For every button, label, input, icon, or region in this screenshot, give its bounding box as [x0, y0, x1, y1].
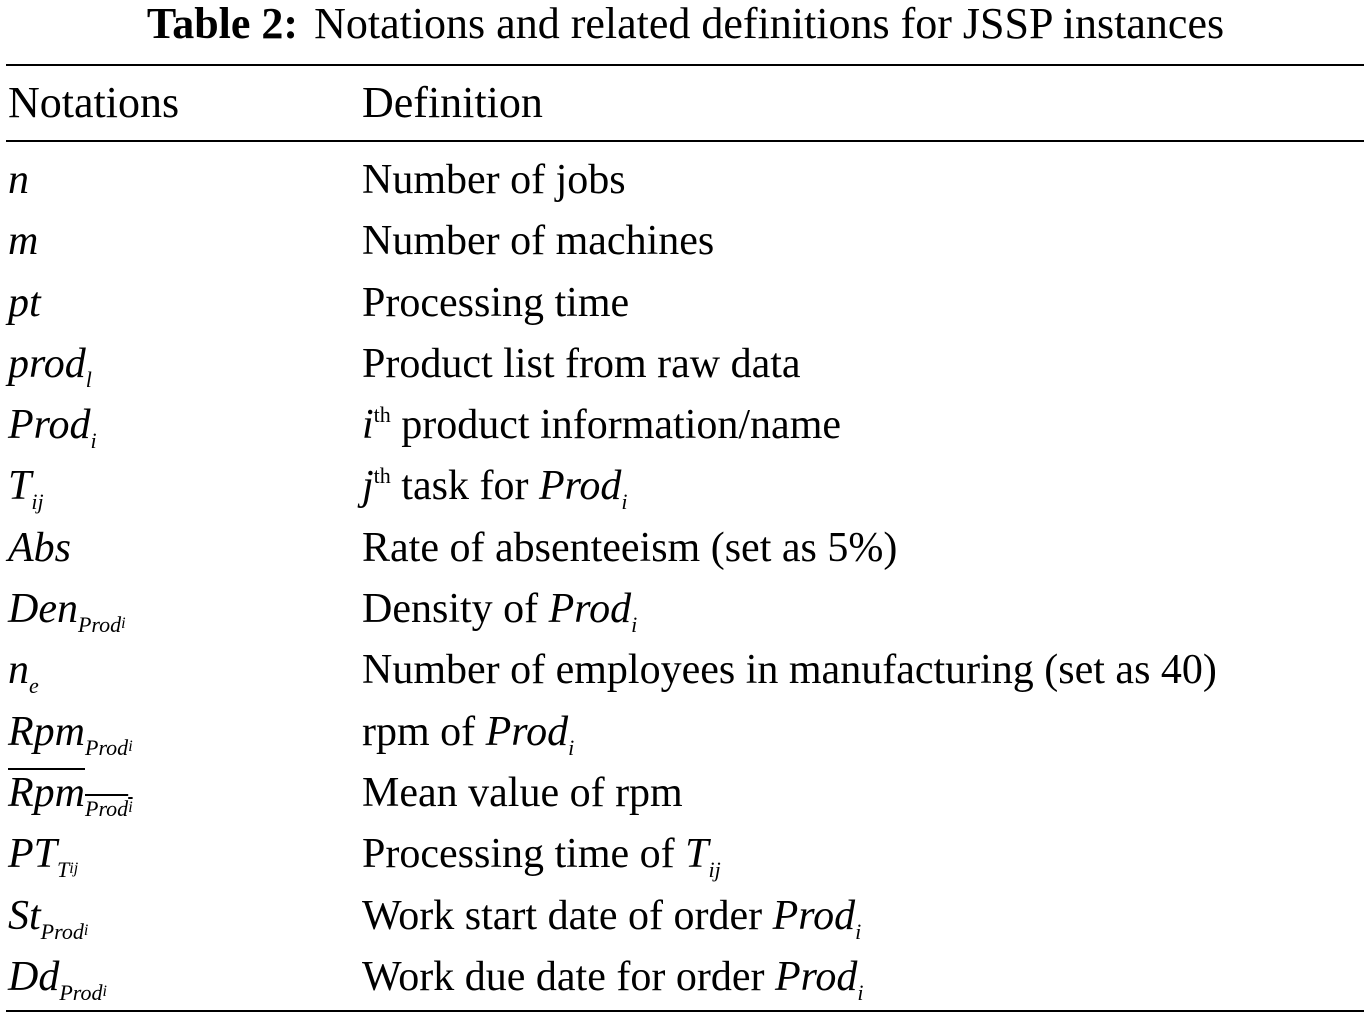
- table-row: [0, 579, 1371, 640]
- table-row: [0, 947, 1371, 1008]
- table-row: [0, 273, 1371, 334]
- table-row: [0, 211, 1371, 272]
- definition-cell: Mean value of rpm: [362, 769, 683, 816]
- table-row: [0, 518, 1371, 579]
- notation-cell: $St_{Prod}i$: [8, 892, 89, 944]
- notation-cell: n: [8, 157, 29, 203]
- definition-cell: Work due date for order Prod$_i$: [362, 953, 864, 1005]
- notation-cell: Den$_{Prod}$i: [8, 586, 126, 638]
- table-row: [0, 395, 1371, 456]
- definition-cell: Processing time: [362, 279, 630, 326]
- notation-cell: prod$_l$: [8, 340, 92, 392]
- definition-cell: Rate of absenteeism (set as 5%): [362, 524, 898, 571]
- table-caption: [0, 0, 1371, 48]
- table-body: [0, 150, 1371, 1008]
- top-rule: [6, 64, 1364, 66]
- header-rule: [6, 140, 1364, 142]
- notation-cell: $Dd_{Prod}i$: [8, 953, 107, 1005]
- bottom-rule: [6, 1010, 1364, 1012]
- table-row: [0, 150, 1371, 211]
- definition-cell: Number of jobs: [362, 157, 626, 203]
- notation-cell: $PT_Tij$: [8, 831, 79, 883]
- notation-cell: $T_{ij}$: [8, 463, 44, 515]
- column-header-definition: Definition: [362, 78, 543, 127]
- definition-cell: Density of Prod$_i$: [362, 586, 638, 638]
- table-caption-text: Notations and related definitions for JSSP instances: [314, 0, 1225, 48]
- definition-cell: Number of employees in manufacturing (set as 40): [362, 647, 1217, 694]
- notation-cell: Prod$_i$: [8, 402, 97, 454]
- definition-cell: Product list from raw data: [362, 340, 801, 387]
- definition-cell: Number of machines: [362, 218, 715, 265]
- table-row: [0, 702, 1371, 763]
- notation-cell: $n_e$: [8, 647, 39, 699]
- notation-cell-mean: Rpm$_{Prod}$i: [8, 769, 133, 821]
- notation-cell: Rpm$_{Prod}$i: [8, 708, 133, 760]
- column-header-notations: Notations: [8, 78, 180, 127]
- table-row: [0, 886, 1371, 947]
- definition-cell: $i^{th}$ product information/name: [362, 402, 842, 449]
- table-row: [0, 334, 1371, 395]
- definition-cell: Work start date of order Prod$_i$: [362, 892, 862, 944]
- notation-cell: pt: [8, 279, 41, 326]
- table-row: [0, 456, 1371, 517]
- definition-cell: $j^{th}$ task for Prod$_i$: [362, 463, 628, 515]
- notation-cell: m: [8, 218, 39, 265]
- definition-cell: Processing time of $T_{ij}$: [362, 831, 721, 883]
- table-caption-label: Table 2:: [146, 0, 299, 48]
- table-row: [0, 763, 1371, 824]
- definition-cell: rpm of Prod$_i$: [362, 708, 575, 760]
- table-row: [0, 824, 1371, 885]
- table-row: [0, 640, 1371, 701]
- notation-cell: Abs: [8, 524, 71, 571]
- table-header: [0, 78, 1371, 128]
